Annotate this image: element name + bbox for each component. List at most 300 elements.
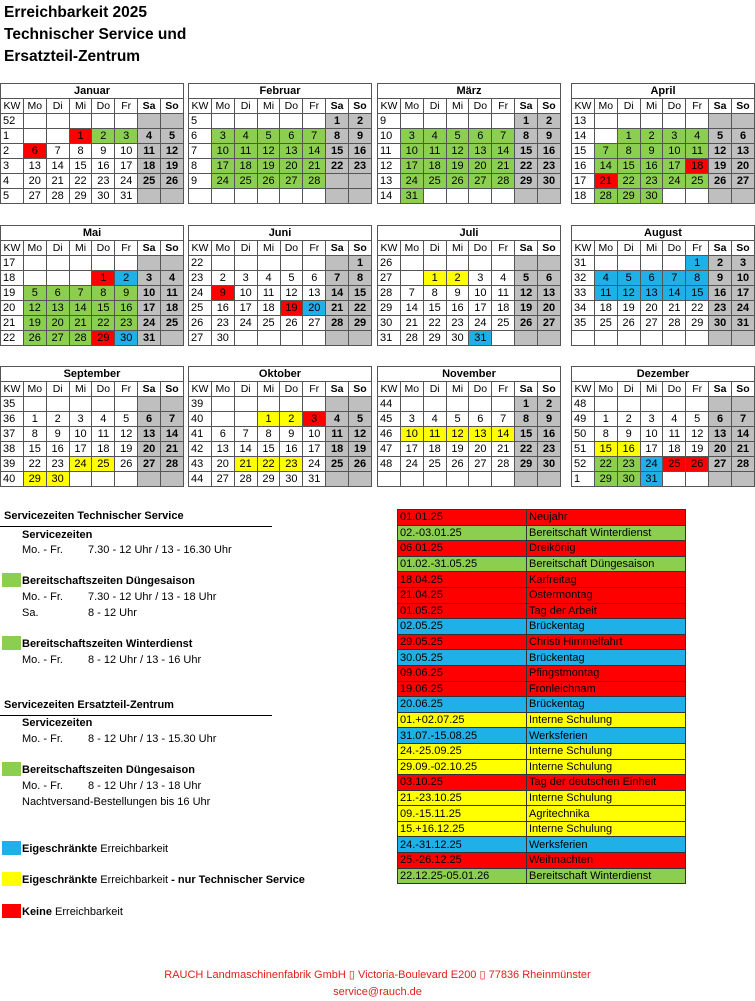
day-cell: 10 — [732, 271, 755, 286]
day-cell: 20 — [469, 159, 492, 174]
week-row — [189, 129, 372, 144]
day-cell: 30 — [538, 174, 561, 189]
day-cell: 17 — [69, 442, 92, 457]
day-cell: 20 — [709, 442, 732, 457]
day-cell: 30 — [640, 189, 663, 204]
day-cell: 31 — [115, 189, 138, 204]
day-cell — [326, 174, 349, 189]
day-cell — [69, 472, 92, 487]
day-cell: 7 — [234, 427, 257, 442]
day-cell: 29 — [594, 472, 617, 487]
page-title-line-3: Ersatzteil-Zentrum — [4, 48, 141, 65]
week-number: 52 — [572, 457, 595, 472]
day-cell: 2 — [349, 114, 372, 129]
day-cell: 5 — [515, 271, 538, 286]
day-cell: 23 — [617, 457, 640, 472]
week-number: 37 — [1, 427, 24, 442]
day-cell: 15 — [69, 159, 92, 174]
day-cell: 21 — [69, 316, 92, 331]
day-cell — [686, 331, 709, 346]
month-calendar — [377, 225, 561, 346]
day-cell: 30 — [538, 457, 561, 472]
day-cell — [46, 129, 69, 144]
day-cell: 21 — [492, 159, 515, 174]
red-swatch — [2, 904, 21, 918]
week-row — [572, 397, 755, 412]
day-cell: 30 — [617, 472, 640, 487]
week-number: 19 — [1, 286, 24, 301]
weekday-header: So — [732, 382, 755, 397]
weekday-header: So — [161, 382, 184, 397]
weekday-header: Mo — [23, 382, 46, 397]
day-cell — [709, 472, 732, 487]
week-row — [572, 189, 755, 204]
month-name: November — [378, 367, 561, 382]
week-number: 41 — [189, 427, 212, 442]
day-cell — [423, 189, 446, 204]
week-number: 48 — [572, 397, 595, 412]
day-cell: 11 — [594, 286, 617, 301]
week-number: 5 — [189, 114, 212, 129]
day-cell: 15 — [257, 442, 280, 457]
winter-label: Bereitschaftszeiten Winterdienst — [22, 638, 193, 650]
week-number: 31 — [572, 256, 595, 271]
holiday-table — [397, 509, 686, 884]
holiday-label: Bereitschaft Düngesaison — [527, 556, 686, 572]
day-cell — [69, 271, 92, 286]
weekday-header: Do — [663, 241, 686, 256]
month-calendar — [0, 83, 184, 204]
footer-email[interactable]: service@rauch.de — [333, 986, 422, 998]
mofr-label: Mo. - Fr. — [22, 544, 63, 556]
day-cell: 26 — [115, 457, 138, 472]
day-cell: 21 — [663, 301, 686, 316]
day-cell: 6 — [469, 129, 492, 144]
day-cell — [732, 331, 755, 346]
day-cell: 2 — [709, 256, 732, 271]
day-cell: 28 — [492, 457, 515, 472]
day-cell: 4 — [92, 412, 115, 427]
week-row — [378, 301, 561, 316]
day-cell: 5 — [161, 129, 184, 144]
holiday-row — [398, 510, 686, 526]
green-swatch — [2, 762, 21, 776]
weekday-header: Sa — [326, 99, 349, 114]
weekday-header: Mi — [69, 382, 92, 397]
day-cell: 12 — [23, 301, 46, 316]
holiday-row — [398, 743, 686, 759]
day-cell: 22 — [686, 301, 709, 316]
day-cell: 1 — [594, 412, 617, 427]
day-cell: 15 — [617, 159, 640, 174]
weekday-header: Do — [92, 382, 115, 397]
weekday-header: Di — [617, 99, 640, 114]
day-cell: 11 — [663, 427, 686, 442]
day-cell: 31 — [640, 472, 663, 487]
legend-blue: Eigeschränkte Erreichbarkeit — [22, 843, 169, 855]
day-cell: 14 — [303, 144, 326, 159]
weekday-header: Fr — [686, 99, 709, 114]
day-cell: 4 — [257, 271, 280, 286]
day-cell: 26 — [515, 316, 538, 331]
week-number: 35 — [1, 397, 24, 412]
day-cell: 7 — [492, 412, 515, 427]
week-row — [572, 271, 755, 286]
week-number: 6 — [189, 129, 212, 144]
day-cell — [349, 397, 372, 412]
day-cell — [492, 397, 515, 412]
week-row — [1, 114, 184, 129]
day-cell: 12 — [686, 427, 709, 442]
day-cell: 21 — [326, 301, 349, 316]
day-cell: 22 — [594, 457, 617, 472]
holiday-label: Agritechnika — [527, 806, 686, 822]
day-cell — [423, 397, 446, 412]
week-row — [378, 472, 561, 487]
day-cell — [46, 397, 69, 412]
week-number: 29 — [378, 301, 401, 316]
week-number: 2 — [1, 144, 24, 159]
holiday-row — [398, 556, 686, 572]
week-number: 9 — [189, 174, 212, 189]
holiday-date: 20.06.25 — [398, 697, 527, 713]
sa-label: Sa. — [22, 607, 39, 619]
month-calendar — [0, 366, 184, 487]
day-cell — [492, 331, 515, 346]
weekday-header: Do — [469, 241, 492, 256]
week-row — [378, 316, 561, 331]
week-row — [189, 114, 372, 129]
weekday-header: Sa — [709, 99, 732, 114]
day-cell — [538, 256, 561, 271]
day-cell: 8 — [686, 271, 709, 286]
day-cell — [161, 256, 184, 271]
week-row — [189, 316, 372, 331]
day-cell: 28 — [234, 472, 257, 487]
ersatz-heading: Servicezeiten Ersatzteil-Zentrum — [4, 699, 174, 711]
day-cell: 5 — [617, 271, 640, 286]
day-cell: 26 — [709, 174, 732, 189]
weekday-header: Fr — [492, 241, 515, 256]
day-cell: 22 — [423, 316, 446, 331]
day-cell: 7 — [303, 129, 326, 144]
week-row — [189, 331, 372, 346]
day-cell: 16 — [349, 144, 372, 159]
weekday-header: Do — [663, 99, 686, 114]
weekday-header: So — [349, 241, 372, 256]
week-number: 1 — [572, 472, 595, 487]
month-name: Oktober — [189, 367, 372, 382]
weekday-header: Sa — [515, 99, 538, 114]
week-number: 17 — [572, 174, 595, 189]
holiday-date: 31.07.-15.08.25 — [398, 728, 527, 744]
day-cell: 9 — [115, 286, 138, 301]
month-calendar — [377, 83, 561, 204]
duenge-label: Bereitschaftszeiten Düngesaison — [22, 575, 195, 587]
week-number: 26 — [378, 256, 401, 271]
day-cell: 6 — [303, 271, 326, 286]
day-cell: 17 — [663, 159, 686, 174]
week-number: 27 — [378, 271, 401, 286]
week-number: 48 — [378, 457, 401, 472]
day-cell: 17 — [303, 442, 326, 457]
day-cell: 22 — [257, 457, 280, 472]
day-cell: 15 — [326, 144, 349, 159]
day-cell: 14 — [732, 427, 755, 442]
day-cell: 19 — [280, 301, 303, 316]
day-cell — [23, 256, 46, 271]
day-cell: 20 — [538, 301, 561, 316]
mofr-label: Mo. - Fr. — [22, 733, 63, 745]
week-number: 16 — [572, 159, 595, 174]
day-cell: 18 — [92, 442, 115, 457]
day-cell — [280, 256, 303, 271]
weekday-header: KW — [572, 99, 595, 114]
day-cell: 31 — [469, 331, 492, 346]
day-cell — [211, 189, 234, 204]
week-number — [189, 189, 212, 204]
day-cell: 7 — [594, 144, 617, 159]
day-cell: 17 — [115, 159, 138, 174]
day-cell — [640, 114, 663, 129]
holiday-row — [398, 790, 686, 806]
day-cell: 17 — [640, 442, 663, 457]
day-cell: 14 — [663, 286, 686, 301]
month-name: Februar — [189, 84, 372, 99]
day-cell: 10 — [138, 286, 161, 301]
weekday-header: Mo — [23, 241, 46, 256]
week-number: 7 — [189, 144, 212, 159]
week-number: 39 — [189, 397, 212, 412]
day-cell: 21 — [732, 442, 755, 457]
day-cell: 2 — [538, 397, 561, 412]
day-cell: 27 — [280, 174, 303, 189]
week-row — [572, 144, 755, 159]
weekday-header: Fr — [492, 382, 515, 397]
day-cell: 25 — [92, 457, 115, 472]
mofr-label: Mo. - Fr. — [22, 591, 63, 603]
day-cell: 6 — [280, 129, 303, 144]
week-row — [378, 174, 561, 189]
day-cell: 9 — [709, 271, 732, 286]
month-name: April — [572, 84, 755, 99]
day-cell: 6 — [46, 286, 69, 301]
day-cell: 11 — [161, 286, 184, 301]
day-cell — [115, 256, 138, 271]
day-cell: 18 — [161, 301, 184, 316]
holiday-date: 24.-31.12.25 — [398, 837, 527, 853]
day-cell: 31 — [303, 472, 326, 487]
day-cell: 25 — [138, 174, 161, 189]
day-cell: 29 — [92, 331, 115, 346]
weekday-header: Mi — [446, 99, 469, 114]
day-cell: 4 — [423, 412, 446, 427]
day-cell — [617, 114, 640, 129]
day-cell: 19 — [515, 301, 538, 316]
day-cell: 27 — [538, 316, 561, 331]
weekday-header: Mo — [400, 99, 423, 114]
nachtversand-text: Nachtversand-Bestellungen bis 16 Uhr — [22, 796, 211, 808]
week-number: 22 — [1, 331, 24, 346]
holiday-date: 01.05.25 — [398, 603, 527, 619]
weekday-header: Sa — [709, 241, 732, 256]
day-cell: 15 — [423, 301, 446, 316]
day-cell — [303, 114, 326, 129]
day-cell — [257, 397, 280, 412]
weekday-header: Di — [234, 382, 257, 397]
month-name: Januar — [1, 84, 184, 99]
day-cell: 23 — [92, 174, 115, 189]
weekday-header: Mo — [211, 99, 234, 114]
day-cell: 6 — [640, 271, 663, 286]
day-cell: 5 — [23, 286, 46, 301]
day-cell: 13 — [538, 286, 561, 301]
day-cell — [234, 331, 257, 346]
day-cell — [280, 397, 303, 412]
week-row — [189, 457, 372, 472]
day-cell: 18 — [423, 442, 446, 457]
week-number: 26 — [189, 316, 212, 331]
week-number: 22 — [189, 256, 212, 271]
holiday-date: 06.01.25 — [398, 541, 527, 557]
sa-hours: 8 - 12 Uhr — [88, 607, 137, 619]
day-cell: 3 — [303, 412, 326, 427]
day-cell: 20 — [23, 174, 46, 189]
week-row — [189, 301, 372, 316]
day-cell — [23, 129, 46, 144]
week-row — [378, 271, 561, 286]
day-cell — [663, 256, 686, 271]
weekday-header: Do — [469, 382, 492, 397]
day-cell: 10 — [115, 144, 138, 159]
day-cell — [303, 331, 326, 346]
weekday-header: Fr — [686, 382, 709, 397]
month-calendar — [571, 366, 755, 487]
day-cell — [280, 114, 303, 129]
weekday-header: So — [161, 241, 184, 256]
day-cell: 12 — [446, 427, 469, 442]
day-cell: 9 — [538, 129, 561, 144]
weekday-header: Fr — [303, 382, 326, 397]
holiday-row — [398, 619, 686, 635]
day-cell: 1 — [257, 412, 280, 427]
day-cell: 14 — [234, 442, 257, 457]
day-cell: 23 — [211, 316, 234, 331]
day-cell: 2 — [538, 114, 561, 129]
day-cell — [326, 397, 349, 412]
day-cell: 23 — [538, 442, 561, 457]
week-row — [189, 189, 372, 204]
tech-hours: 7.30 - 12 Uhr / 13 - 16.30 Uhr — [88, 544, 232, 556]
day-cell: 19 — [446, 442, 469, 457]
weekday-header: Mo — [594, 382, 617, 397]
day-cell: 18 — [492, 301, 515, 316]
holiday-row — [398, 775, 686, 791]
day-cell: 4 — [492, 271, 515, 286]
day-cell: 25 — [423, 174, 446, 189]
week-number: 39 — [1, 457, 24, 472]
week-row — [1, 457, 184, 472]
day-cell: 9 — [92, 144, 115, 159]
day-cell: 28 — [594, 189, 617, 204]
day-cell: 16 — [709, 286, 732, 301]
day-cell: 30 — [211, 331, 234, 346]
day-cell — [709, 114, 732, 129]
holiday-date: 29.05.25 — [398, 634, 527, 650]
day-cell — [538, 472, 561, 487]
day-cell: 9 — [349, 129, 372, 144]
week-number: 23 — [189, 271, 212, 286]
week-number: 9 — [378, 114, 401, 129]
day-cell: 28 — [69, 331, 92, 346]
day-cell: 11 — [423, 144, 446, 159]
duenge-label: Bereitschaftszeiten Düngesaison — [22, 764, 195, 776]
day-cell: 1 — [23, 412, 46, 427]
day-cell: 3 — [469, 271, 492, 286]
green-swatch — [2, 636, 21, 650]
day-cell: 19 — [617, 301, 640, 316]
day-cell: 24 — [663, 174, 686, 189]
day-cell: 15 — [92, 301, 115, 316]
day-cell: 8 — [594, 427, 617, 442]
day-cell — [709, 331, 732, 346]
week-number: 46 — [378, 427, 401, 442]
day-cell: 20 — [211, 457, 234, 472]
day-cell: 31 — [400, 189, 423, 204]
day-cell — [400, 271, 423, 286]
week-row — [378, 129, 561, 144]
day-cell: 17 — [234, 301, 257, 316]
day-cell: 23 — [115, 316, 138, 331]
week-number: 44 — [189, 472, 212, 487]
holiday-date: 25.-26.12.25 — [398, 853, 527, 869]
day-cell: 5 — [257, 129, 280, 144]
day-cell: 18 — [663, 442, 686, 457]
day-cell: 5 — [686, 412, 709, 427]
day-cell — [23, 271, 46, 286]
day-cell: 27 — [303, 316, 326, 331]
day-cell: 22 — [23, 457, 46, 472]
month-name: Juni — [189, 226, 372, 241]
day-cell: 22 — [92, 316, 115, 331]
week-row — [1, 412, 184, 427]
day-cell: 9 — [280, 427, 303, 442]
weekday-header: Di — [234, 99, 257, 114]
day-cell: 21 — [161, 442, 184, 457]
blue-swatch — [2, 841, 21, 855]
day-cell: 7 — [400, 286, 423, 301]
day-cell — [280, 331, 303, 346]
mofr-label: Mo. - Fr. — [22, 654, 63, 666]
day-cell: 29 — [23, 472, 46, 487]
weekday-header: Fr — [492, 99, 515, 114]
day-cell: 28 — [663, 316, 686, 331]
week-row — [572, 256, 755, 271]
week-number: 24 — [189, 286, 212, 301]
weekday-header: Do — [280, 99, 303, 114]
week-row — [1, 442, 184, 457]
day-cell: 22 — [515, 159, 538, 174]
day-cell: 20 — [732, 159, 755, 174]
day-cell — [446, 397, 469, 412]
holiday-date: 24.-25.09.25 — [398, 743, 527, 759]
day-cell: 25 — [594, 316, 617, 331]
day-cell: 24 — [303, 457, 326, 472]
day-cell — [732, 472, 755, 487]
week-row — [378, 189, 561, 204]
day-cell: 1 — [515, 114, 538, 129]
weekday-header: Mo — [23, 99, 46, 114]
